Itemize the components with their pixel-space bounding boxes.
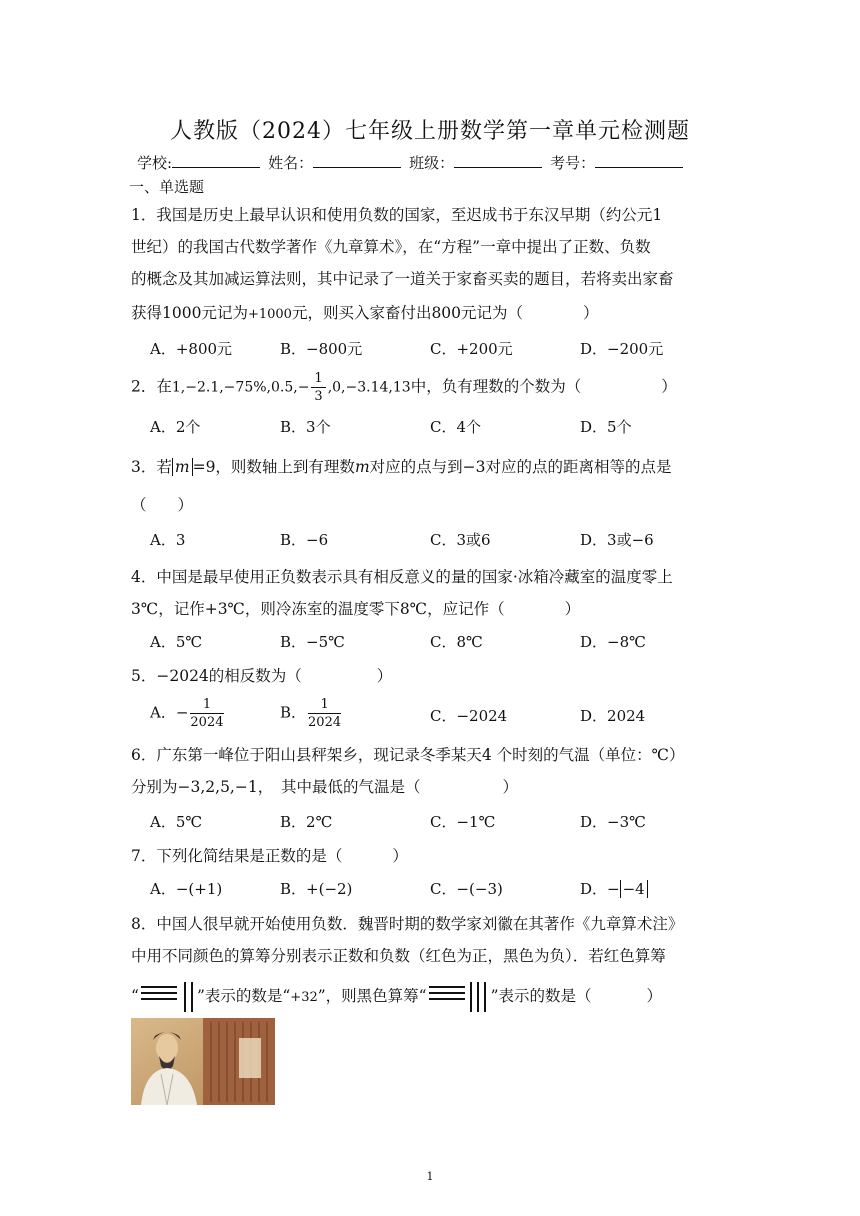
class-label: 班级： [409, 154, 455, 172]
q3-text-b: =9，则数轴上到有理数 [192, 458, 355, 476]
q2-frac-num: 1 [311, 372, 325, 388]
school-label: 学校: [137, 154, 173, 172]
q3-text-a: 3．若 [131, 458, 172, 476]
q6-line-1: 6．广东第一峰位于阳山县秤架乡，现记录冬季某天4 个时刻的气温（单位：℃） [131, 746, 685, 764]
q6-option-d[interactable]: D．−3℃ [580, 813, 646, 831]
q4-text-a: 3℃，记作+3℃，则冷冻室的温度零下8℃，应记作（ [131, 600, 505, 618]
q3-option-c[interactable]: C．3或6 [430, 531, 491, 549]
q3-option-d[interactable]: D．3或−6 [580, 531, 654, 549]
q1-option-a[interactable]: A．+800元 [150, 340, 233, 358]
q5-option-a-fraction [190, 698, 223, 729]
q8-text-b: ”表示的数是“ [196, 987, 291, 1005]
q5-option-a-label: A．− [150, 703, 189, 722]
q7-option-d-abs: −4 [620, 880, 648, 898]
q1-option-d[interactable]: D．−200元 [580, 340, 664, 358]
q4-option-a[interactable]: A．5℃ [150, 633, 203, 651]
q4-line-2 [131, 597, 580, 619]
page-number: 1 [426, 1170, 434, 1183]
school-blank[interactable] [172, 153, 260, 168]
class-blank[interactable] [454, 153, 542, 168]
q1-line-2: 世纪）的我国古代数学著作《九章算术》，在“方程”一章中提出了正数、负数 [131, 238, 651, 256]
q6-text-b: ） [502, 778, 518, 796]
black-counting-rod-icon [427, 980, 491, 1014]
q3-text-c: 对应的点与到−3对应的点的距离相等的点是 [369, 458, 672, 476]
name-label: 姓名： [268, 154, 314, 172]
q8-line-1: 8．中国人很早就开始使用负数．魏晋时期的数学家刘徽在其著作《九章算术注》 [131, 915, 684, 933]
q4-line-1: 4．中国是最早使用正负数表示具有相反意义的量的国家·冰箱冷藏室的温度零上 [131, 568, 673, 586]
q1-text-d: ） [583, 304, 599, 322]
q4-option-b[interactable]: B．−5℃ [280, 633, 345, 651]
q6-option-b[interactable]: B．2℃ [280, 813, 333, 831]
q8-value: +32 [290, 990, 318, 1005]
q5-option-b[interactable] [280, 698, 343, 729]
q3-abs-m: m [172, 458, 193, 476]
q1-option-b[interactable]: B．−800元 [280, 340, 363, 358]
name-blank[interactable] [313, 153, 401, 168]
q8-quote-open: “ [131, 987, 139, 1005]
q2-option-d[interactable]: D．5个 [580, 418, 632, 436]
q5-option-c[interactable]: C．−2024 [430, 707, 508, 725]
q5-option-a[interactable] [150, 698, 226, 729]
q4-text-b: ） [564, 600, 581, 618]
q2-line-1 [131, 372, 677, 403]
q1-text-c: 元，则买入家畜付出800元记为（ [291, 304, 524, 322]
q6-option-c[interactable]: C．−1℃ [430, 813, 496, 831]
page-title: 人教版（2024）七年级上册数学第一章单元检测题 [170, 119, 690, 144]
q1-text-a: 获得1000元记为 [131, 304, 248, 322]
q1-line-1: 1．我国是历史上最早认识和使用负数的国家，至迟成书于东汉早期（约公元1 [131, 206, 663, 224]
q3-line-1 [131, 455, 672, 477]
q5-option-a-num: 1 [190, 698, 223, 714]
q5-line-1 [131, 664, 392, 686]
q5-option-b-den: 2024 [308, 715, 342, 730]
q1-value: +1000 [247, 307, 292, 322]
q5-text-b: ） [376, 667, 393, 685]
q8-text-e: ） [646, 987, 663, 1005]
q4-option-c[interactable]: C．8℃ [430, 633, 483, 651]
student-info-row [137, 152, 691, 173]
q8-line-2: 中用不同颜色的算筹分别表示正数和负数（红色为正，黑色为负）．若红色算筹 [131, 947, 666, 965]
q5-text-a: 5．−2024的相反数为（ [131, 667, 302, 685]
q8-text-c: ”，则黑色算筹“ [317, 987, 427, 1005]
q7-option-d[interactable] [580, 878, 648, 899]
q8-text-d: ”表示的数是（ [490, 987, 592, 1005]
q7-option-b[interactable]: B．+(−2) [280, 880, 353, 898]
q6-line-2 [131, 775, 518, 797]
q7-text-a: 7．下列化简结果是正数的是（ [131, 847, 343, 865]
q6-text-a: 分别为−3,2,5,−1， 其中最低的气温是（ [131, 778, 421, 796]
q2-option-b[interactable]: B．3个 [280, 418, 331, 436]
q2-text-e: ） [661, 377, 677, 396]
q7-line-1 [131, 844, 408, 866]
q5-option-b-fraction [308, 698, 341, 729]
exam-no-label: 考号： [550, 154, 596, 172]
q1-option-c[interactable]: C．+200元 [430, 340, 513, 358]
q7-option-a[interactable]: A．−(+1) [150, 880, 223, 898]
q7-option-d-label: D．− [580, 880, 620, 898]
exam-no-blank[interactable] [595, 153, 683, 168]
q5-option-a-den: 2024 [190, 715, 224, 730]
liu-hui-illustration [131, 1018, 275, 1105]
q4-option-d[interactable]: D．−8℃ [580, 633, 646, 651]
q2-numbers-tail: ,0,−3.14,13 [327, 379, 411, 396]
q1-line-3: 的概念及其加减运算法则，其中记录了一道关于家畜买卖的题目，若将卖出家畜 [131, 270, 674, 288]
q5-option-b-label: B． [280, 703, 307, 722]
q2-numbers: 1,−2.1,−75%,0.5,− [171, 379, 310, 396]
q5-option-d[interactable]: D．2024 [580, 707, 646, 725]
q2-option-c[interactable]: C．4个 [430, 418, 482, 436]
q2-option-a[interactable]: A．2个 [150, 418, 201, 436]
q7-text-b: ） [392, 847, 408, 865]
q1-line-4 [131, 301, 599, 323]
q2-text-d: 中，负有理数的个数为（ [410, 377, 582, 396]
red-counting-rod-icon [139, 980, 197, 1014]
q7-option-c[interactable]: C．−(−3) [430, 880, 503, 898]
section-heading: 一、单选题 [129, 178, 205, 196]
q3-line-2: （ ） [131, 496, 194, 514]
q8-line-3 [131, 980, 662, 1014]
q3-option-a[interactable]: A．3 [150, 531, 186, 549]
q2-text-a: 2．在 [131, 377, 172, 396]
q5-option-b-num: 1 [308, 698, 341, 714]
q3-option-b[interactable]: B．−6 [280, 531, 329, 549]
q2-fraction [311, 372, 325, 403]
q6-option-a[interactable]: A．5℃ [150, 813, 203, 831]
q2-frac-den: 3 [314, 389, 323, 404]
q3-var-m: m [354, 458, 370, 476]
